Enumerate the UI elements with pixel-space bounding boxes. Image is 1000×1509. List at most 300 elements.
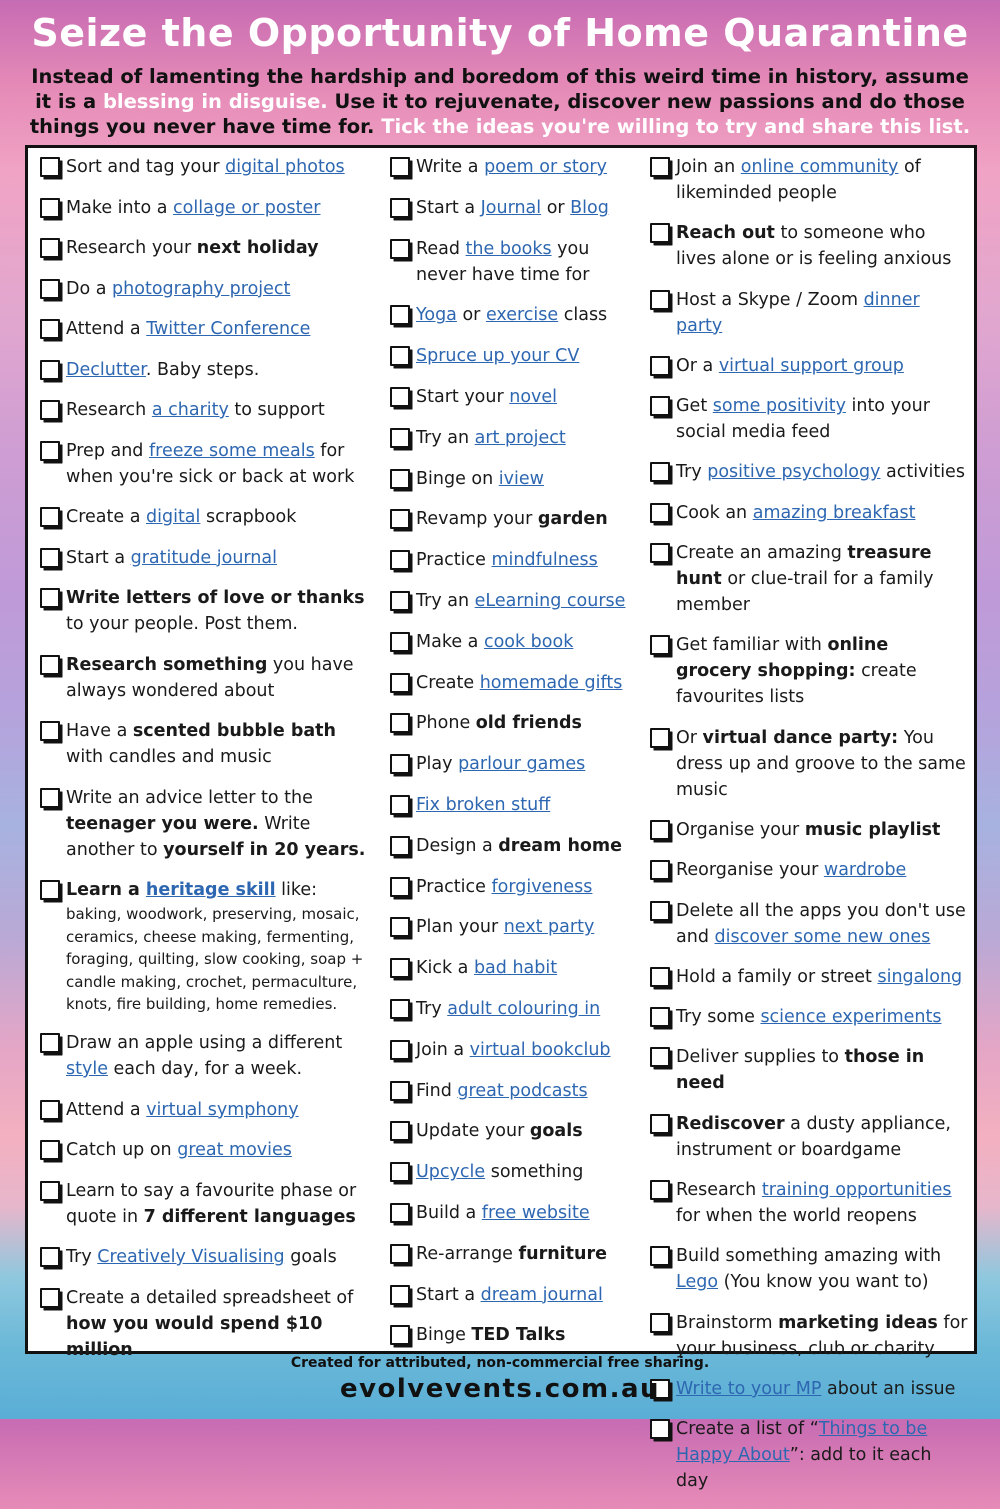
checklist-item [38, 276, 378, 302]
checklist-item [38, 1030, 378, 1082]
checkbox-icon[interactable] [650, 967, 670, 987]
intro-text [20, 64, 980, 139]
checkbox-icon[interactable] [390, 198, 410, 218]
idea-link[interactable]: Blog [570, 197, 609, 218]
idea-text: Reorganise your [676, 860, 824, 881]
checkbox-icon[interactable] [40, 319, 60, 339]
idea-link[interactable]: novel [509, 386, 558, 407]
checkbox-icon[interactable] [40, 655, 60, 675]
checkbox-icon[interactable] [650, 728, 670, 748]
checkbox-icon[interactable] [40, 1140, 60, 1160]
checklist-item [388, 1200, 643, 1226]
idea-text: with candles and music [66, 747, 272, 767]
idea-link[interactable]: Spruce up your CV [416, 346, 580, 367]
idea-link[interactable]: positive psychology [707, 462, 881, 483]
idea-text: each day, for a week. [107, 1059, 303, 1079]
checklist-item [38, 1178, 378, 1230]
idea-link[interactable]: the books [465, 238, 552, 259]
checkbox-icon[interactable] [390, 1162, 410, 1182]
idea-detail: baking, woodwork, preserving, mosaic, ceramics, cheese making, fermenting, foraging, quilting, slow cooking, soap + candle making, crochet, permaculture, knots, fire building, home remedies. [66, 905, 364, 1013]
checklist-item [648, 500, 968, 526]
idea-text: goals [284, 1247, 337, 1267]
checklist-item [38, 1285, 378, 1363]
idea-text: Draw an apple using a different [66, 1033, 343, 1053]
idea-emphasis: next holiday [196, 238, 319, 258]
checklist-item [38, 438, 378, 490]
checkbox-icon[interactable] [650, 1313, 670, 1333]
idea-link[interactable]: Yoga [416, 305, 457, 326]
checkbox-icon[interactable] [40, 360, 60, 380]
idea-text: or [541, 197, 571, 218]
idea-text: Research your [66, 238, 197, 258]
checklist-item [648, 898, 968, 950]
idea-text: Try an [416, 427, 475, 448]
idea-link[interactable]: virtual support group [718, 355, 904, 376]
idea-link[interactable]: virtual bookclub [469, 1039, 611, 1060]
idea-link[interactable]: Journal [480, 197, 542, 218]
checklist-item [38, 585, 378, 637]
checklist-item [388, 914, 643, 940]
checkbox-icon[interactable] [390, 157, 410, 177]
checklist-item [648, 1111, 968, 1163]
checklist-item [648, 353, 968, 379]
checkbox-icon[interactable] [650, 356, 670, 376]
checkbox-icon[interactable] [650, 396, 670, 416]
checkbox-icon[interactable] [390, 469, 410, 489]
idea-text: Brainstorm [676, 1312, 779, 1333]
checklist-item [648, 287, 968, 339]
idea-text: Learn to say a favourite phase or quote in [66, 1180, 357, 1227]
idea-link[interactable]: gratitude journal [130, 547, 277, 568]
intro-part-1: Instead of lamenting the hardship and boredom of this weird time in history, assume it is a [31, 65, 969, 113]
checklist-item [648, 154, 968, 206]
idea-link[interactable]: adult colouring in [447, 998, 601, 1019]
idea-link[interactable]: amazing breakfast [752, 502, 916, 523]
ideas-column-3 [648, 154, 968, 1509]
idea-text: a dusty appliance, instrument or boardgame [676, 1113, 951, 1160]
checkbox-icon[interactable] [650, 1180, 670, 1200]
checkbox-icon[interactable] [390, 999, 410, 1019]
checkbox-icon[interactable] [650, 635, 670, 655]
idea-link[interactable]: great podcasts [457, 1080, 588, 1101]
checkbox-icon[interactable] [390, 346, 410, 366]
idea-link[interactable]: singalong [877, 966, 963, 987]
idea-link[interactable]: dream journal [480, 1284, 603, 1305]
idea-text: Host a Skype / Zoom [676, 289, 864, 310]
checklist-item [388, 670, 643, 696]
idea-link[interactable]: great movies [177, 1140, 292, 1160]
checkbox-icon[interactable] [390, 1121, 410, 1141]
checklist-item [648, 817, 968, 843]
idea-text: . Baby steps. [145, 359, 260, 380]
idea-emphasis: TED Talks [471, 1325, 566, 1346]
checkbox-icon[interactable] [40, 788, 60, 808]
checkbox-icon[interactable] [390, 713, 410, 733]
idea-link[interactable]: a charity [151, 400, 229, 420]
idea-text: Get familiar with [676, 635, 828, 656]
idea-text: to your people. Post them. [66, 614, 298, 634]
idea-link[interactable]: poem or story [484, 157, 607, 177]
checkbox-icon[interactable] [390, 428, 410, 448]
checkbox-icon[interactable] [390, 1244, 410, 1264]
idea-text: ”: add to it each day [676, 1445, 932, 1492]
idea-link[interactable]: training opportunities [761, 1180, 952, 1201]
checklist-item [648, 964, 968, 990]
idea-link[interactable]: iview [498, 468, 544, 489]
idea-text: for when you're sick or back at work [66, 440, 355, 487]
idea-text: of likeminded people [676, 157, 921, 203]
idea-text: to someone who lives alone or is feeling anxious [676, 223, 952, 270]
checklist-item [648, 1004, 968, 1030]
checklist-item [388, 1118, 643, 1144]
idea-emphasis: treasure hunt [676, 543, 932, 590]
checkbox-icon[interactable] [650, 543, 670, 563]
idea-text: for your business, club or charity [676, 1312, 968, 1359]
checkbox-icon[interactable] [390, 509, 410, 529]
website-url[interactable]: evolvevents.com.au [339, 1374, 661, 1404]
checkbox-icon[interactable] [650, 503, 670, 523]
checklist-item [388, 588, 643, 614]
checklist-item [38, 718, 378, 770]
idea-link[interactable]: collage or poster [173, 197, 321, 218]
checkbox-icon[interactable] [40, 1247, 60, 1267]
checklist-item [648, 1044, 968, 1096]
idea-link[interactable]: forgiveness [491, 876, 593, 897]
checkbox-icon[interactable] [40, 721, 60, 741]
checkbox-icon[interactable] [390, 239, 410, 259]
checkbox-icon[interactable] [650, 223, 670, 243]
checklist-item [38, 504, 378, 530]
idea-text: Read [416, 238, 466, 259]
idea-emphasis: Write letters of love or thanks [66, 588, 365, 608]
checkbox-icon[interactable] [390, 305, 410, 325]
checklist-item [388, 1322, 643, 1348]
checkbox-icon[interactable] [40, 507, 60, 527]
idea-link[interactable]: heritage skill [145, 880, 276, 900]
checkbox-icon[interactable] [650, 157, 670, 177]
idea-emphasis: online grocery shopping: [676, 635, 889, 682]
idea-text: for when the world reopens [676, 1206, 917, 1227]
checkbox-icon[interactable] [40, 441, 60, 461]
checklist-item [388, 996, 643, 1022]
idea-text: Design a [416, 835, 499, 856]
idea-text: Hold a family or street [676, 966, 878, 987]
checkbox-icon[interactable] [650, 860, 670, 880]
idea-text: Do a [66, 278, 113, 299]
checklist-item [388, 833, 643, 859]
checklist-item [648, 393, 968, 445]
idea-text: Or [676, 727, 703, 748]
footer [0, 1354, 1000, 1406]
idea-emphasis: yourself in 20 years. [163, 839, 366, 860]
idea-text: Binge [416, 1325, 472, 1346]
checklist-item [38, 154, 378, 180]
checkbox-icon[interactable] [390, 1325, 410, 1345]
idea-text: or clue-trail for a family member [676, 569, 934, 616]
idea-text: Create a [66, 507, 146, 527]
idea-link[interactable]: next party [503, 917, 595, 938]
idea-text: Phone [416, 713, 476, 734]
idea-text: Attend a [66, 1099, 147, 1120]
checkbox-icon[interactable] [650, 1047, 670, 1067]
idea-text: Delete all the apps you don't use and [676, 900, 966, 947]
idea-link[interactable]: science experiments [760, 1007, 942, 1028]
idea-link[interactable]: cook book [483, 631, 574, 652]
idea-text: Create a detailed spreadsheet of [66, 1287, 354, 1308]
idea-text: create favourites lists [676, 661, 917, 708]
checkbox-icon[interactable] [390, 958, 410, 978]
checkbox-icon[interactable] [650, 820, 670, 840]
idea-emphasis: furniture [518, 1243, 607, 1264]
idea-text: Create an amazing [676, 543, 848, 564]
checkbox-icon[interactable] [390, 836, 410, 856]
checklist-item [38, 397, 378, 423]
idea-text: (You know you want to) [718, 1272, 929, 1293]
checklist-item [38, 545, 378, 571]
checklist-item [388, 1159, 643, 1185]
checklist-item [388, 466, 643, 492]
checklist-item [648, 1177, 968, 1229]
checklist-item [648, 632, 968, 710]
idea-emphasis: 7 different languages [143, 1206, 356, 1227]
checkbox-icon[interactable] [650, 1007, 670, 1027]
idea-emphasis: those in need [676, 1047, 925, 1094]
idea-text: Start your [416, 386, 510, 407]
checklist-item [648, 1416, 968, 1494]
idea-text: Deliver supplies to [676, 1047, 845, 1068]
checkbox-icon[interactable] [40, 157, 60, 177]
checklist-item [388, 384, 643, 410]
idea-emphasis: Learn a [66, 880, 146, 900]
idea-text: Write an advice letter to the [66, 787, 313, 808]
checkbox-icon[interactable] [390, 673, 410, 693]
idea-link[interactable]: dinner party [676, 289, 920, 336]
checkbox-icon[interactable] [390, 1081, 410, 1101]
idea-link[interactable]: Things to be Happy About [676, 1419, 928, 1466]
checklist-item [388, 236, 643, 288]
idea-emphasis: goals [529, 1121, 583, 1142]
checklist-item [648, 725, 968, 803]
checklist-item [388, 1241, 643, 1267]
idea-text: Play [416, 754, 459, 775]
idea-link[interactable]: art project [474, 427, 566, 448]
idea-emphasis: teenager you were. [66, 813, 259, 834]
checklist-item [388, 955, 643, 981]
checkbox-icon[interactable] [40, 198, 60, 218]
idea-text: Attend a [66, 319, 147, 339]
idea-link[interactable]: Twitter Conference [146, 319, 311, 339]
idea-text: Join an [676, 157, 741, 177]
checklist-item [388, 710, 643, 736]
checkbox-icon[interactable] [390, 877, 410, 897]
idea-text: Research [66, 400, 152, 420]
checklist-item [388, 792, 643, 818]
idea-text: activities [880, 462, 965, 483]
checklist-item [648, 1243, 968, 1295]
checkbox-icon[interactable] [390, 917, 410, 937]
intro-highlight-1: blessing in disguise. [102, 90, 328, 113]
idea-text: Create [416, 672, 480, 693]
intro-part-2: Use it to rejuvenate, discover new passions and do those things you never have time for. [29, 90, 965, 138]
checklist-item [388, 751, 643, 777]
idea-text: Re-arrange [416, 1243, 519, 1264]
idea-link[interactable]: bad habit [473, 958, 558, 979]
idea-emphasis: virtual dance party: [702, 727, 899, 748]
intro-highlight-2: Tick the ideas you're willing to try and share this list. [381, 115, 971, 138]
checkbox-icon[interactable] [390, 754, 410, 774]
idea-text: You dress up and groove to the same music [676, 727, 966, 800]
checklist-item [388, 547, 643, 573]
idea-link[interactable]: free website [481, 1202, 590, 1223]
idea-emphasis: garden [537, 509, 608, 530]
idea-link[interactable]: some positivity [712, 396, 846, 417]
checkbox-icon[interactable] [650, 901, 670, 921]
idea-link[interactable]: homemade gifts [479, 672, 623, 693]
checkbox-icon[interactable] [40, 1288, 60, 1308]
idea-text: Create a list of “ [676, 1419, 819, 1440]
ideas-column-2 [388, 154, 643, 1363]
checklist-item [38, 1244, 378, 1270]
checkbox-icon[interactable] [40, 1033, 60, 1053]
idea-link[interactable]: freeze some meals [148, 440, 315, 461]
idea-link[interactable]: Write to your MP [676, 1378, 822, 1399]
idea-emphasis: Research something [66, 654, 268, 675]
checklist-item [388, 1078, 643, 1104]
checklist-item [388, 874, 643, 900]
idea-link[interactable]: Creatively Visualising [97, 1247, 285, 1267]
idea-link[interactable]: Declutter [66, 359, 146, 380]
checklist-item [648, 857, 968, 883]
idea-link[interactable]: wardrobe [823, 860, 907, 881]
checklist-item [388, 629, 643, 655]
idea-link[interactable]: digital [146, 507, 201, 527]
checklist-item [648, 459, 968, 485]
idea-text: Try [416, 998, 448, 1019]
idea-text: Get [676, 396, 713, 417]
checkbox-icon[interactable] [390, 632, 410, 652]
idea-link[interactable]: virtual symphony [146, 1099, 299, 1120]
checkbox-icon[interactable] [390, 591, 410, 611]
idea-text: Binge on [416, 468, 499, 489]
checklist-item [388, 425, 643, 451]
idea-text: Practice [416, 550, 492, 571]
idea-text: Write another to [66, 813, 311, 860]
checkbox-icon[interactable] [40, 548, 60, 568]
checkbox-icon[interactable] [40, 400, 60, 420]
checkbox-icon[interactable] [650, 1419, 670, 1439]
idea-emphasis: old friends [475, 713, 582, 734]
checkbox-icon[interactable] [650, 1114, 670, 1134]
idea-text: Join a [416, 1039, 470, 1060]
idea-link[interactable]: discover some new ones [714, 926, 931, 947]
idea-text: like: [275, 880, 318, 900]
idea-text: you never have time for [416, 238, 590, 285]
idea-text: Kick a [416, 958, 474, 979]
checkbox-icon[interactable] [390, 1203, 410, 1223]
idea-text: Cook an [676, 502, 753, 523]
checklist-item [388, 343, 643, 369]
checklist-item [38, 357, 378, 383]
checklist-item [388, 154, 643, 180]
idea-text: Organise your [676, 819, 805, 840]
idea-text: into your social media feed [676, 396, 930, 443]
idea-link[interactable]: online community [740, 157, 899, 177]
idea-emphasis: Reach out [676, 223, 775, 244]
idea-text: Research [676, 1180, 762, 1201]
idea-text: Make into a [66, 197, 174, 218]
idea-link[interactable]: exercise [485, 305, 559, 326]
idea-text: something [485, 1162, 584, 1183]
checkbox-icon[interactable] [650, 290, 670, 310]
idea-emphasis: marketing ideas [778, 1312, 938, 1333]
checklist-item [38, 235, 378, 261]
checklist-item [388, 1282, 643, 1308]
idea-text: Try [676, 462, 708, 483]
checkbox-icon[interactable] [40, 880, 60, 900]
checklist-item [388, 506, 643, 532]
idea-text: Try an [416, 590, 475, 611]
checklist-item [38, 877, 378, 1016]
checkbox-icon[interactable] [40, 279, 60, 299]
idea-link[interactable]: Fix broken stuff [416, 794, 551, 815]
checkbox-icon[interactable] [650, 462, 670, 482]
idea-text: Or a [676, 355, 719, 376]
checkbox-icon[interactable] [390, 550, 410, 570]
idea-link[interactable]: parlour games [458, 754, 586, 775]
checkbox-icon[interactable] [390, 795, 410, 815]
idea-text: Start a [66, 547, 131, 568]
idea-text: Catch up on [66, 1140, 178, 1160]
idea-text: Start a [416, 1284, 481, 1305]
checklist-item [648, 540, 968, 618]
idea-text: Update your [416, 1121, 530, 1142]
idea-link[interactable]: style [66, 1059, 108, 1079]
page-title: Seize the Opportunity of Home Quarantine [31, 11, 969, 55]
idea-text: Sort and tag your [66, 157, 226, 177]
checkbox-icon[interactable] [650, 1246, 670, 1266]
idea-text: class [558, 305, 608, 326]
idea-link[interactable]: photography project [112, 278, 291, 299]
checkbox-icon[interactable] [390, 1040, 410, 1060]
idea-text: Write a [416, 157, 485, 177]
idea-link[interactable]: eLearning course [474, 590, 626, 611]
idea-link[interactable]: Lego [676, 1272, 719, 1293]
idea-text: scrapbook [200, 507, 297, 527]
checklist-item [38, 1137, 378, 1163]
checkbox-icon[interactable] [40, 1181, 60, 1201]
idea-link[interactable]: mindfulness [491, 550, 598, 571]
idea-link[interactable]: digital photos [225, 157, 345, 177]
idea-emphasis: scented bubble bath [132, 721, 336, 741]
checkbox-icon[interactable] [390, 1285, 410, 1305]
idea-emphasis: how you would spend $10 million [66, 1313, 323, 1360]
checkbox-icon[interactable] [40, 588, 60, 608]
idea-emphasis: Rediscover [676, 1113, 785, 1134]
idea-text: Prep and [66, 440, 149, 461]
idea-text: Revamp your [416, 509, 538, 530]
idea-link[interactable]: Upcycle [416, 1162, 486, 1183]
checklist-item [38, 1097, 378, 1123]
idea-text: Try [66, 1247, 98, 1267]
idea-text: about an issue [821, 1378, 956, 1399]
idea-text: Practice [416, 876, 492, 897]
idea-text: to support [228, 400, 325, 420]
idea-emphasis: dream home [498, 835, 623, 856]
checkbox-icon[interactable] [40, 238, 60, 258]
checklist-item [38, 652, 378, 704]
checkbox-icon[interactable] [390, 387, 410, 407]
checkbox-icon[interactable] [40, 1100, 60, 1120]
